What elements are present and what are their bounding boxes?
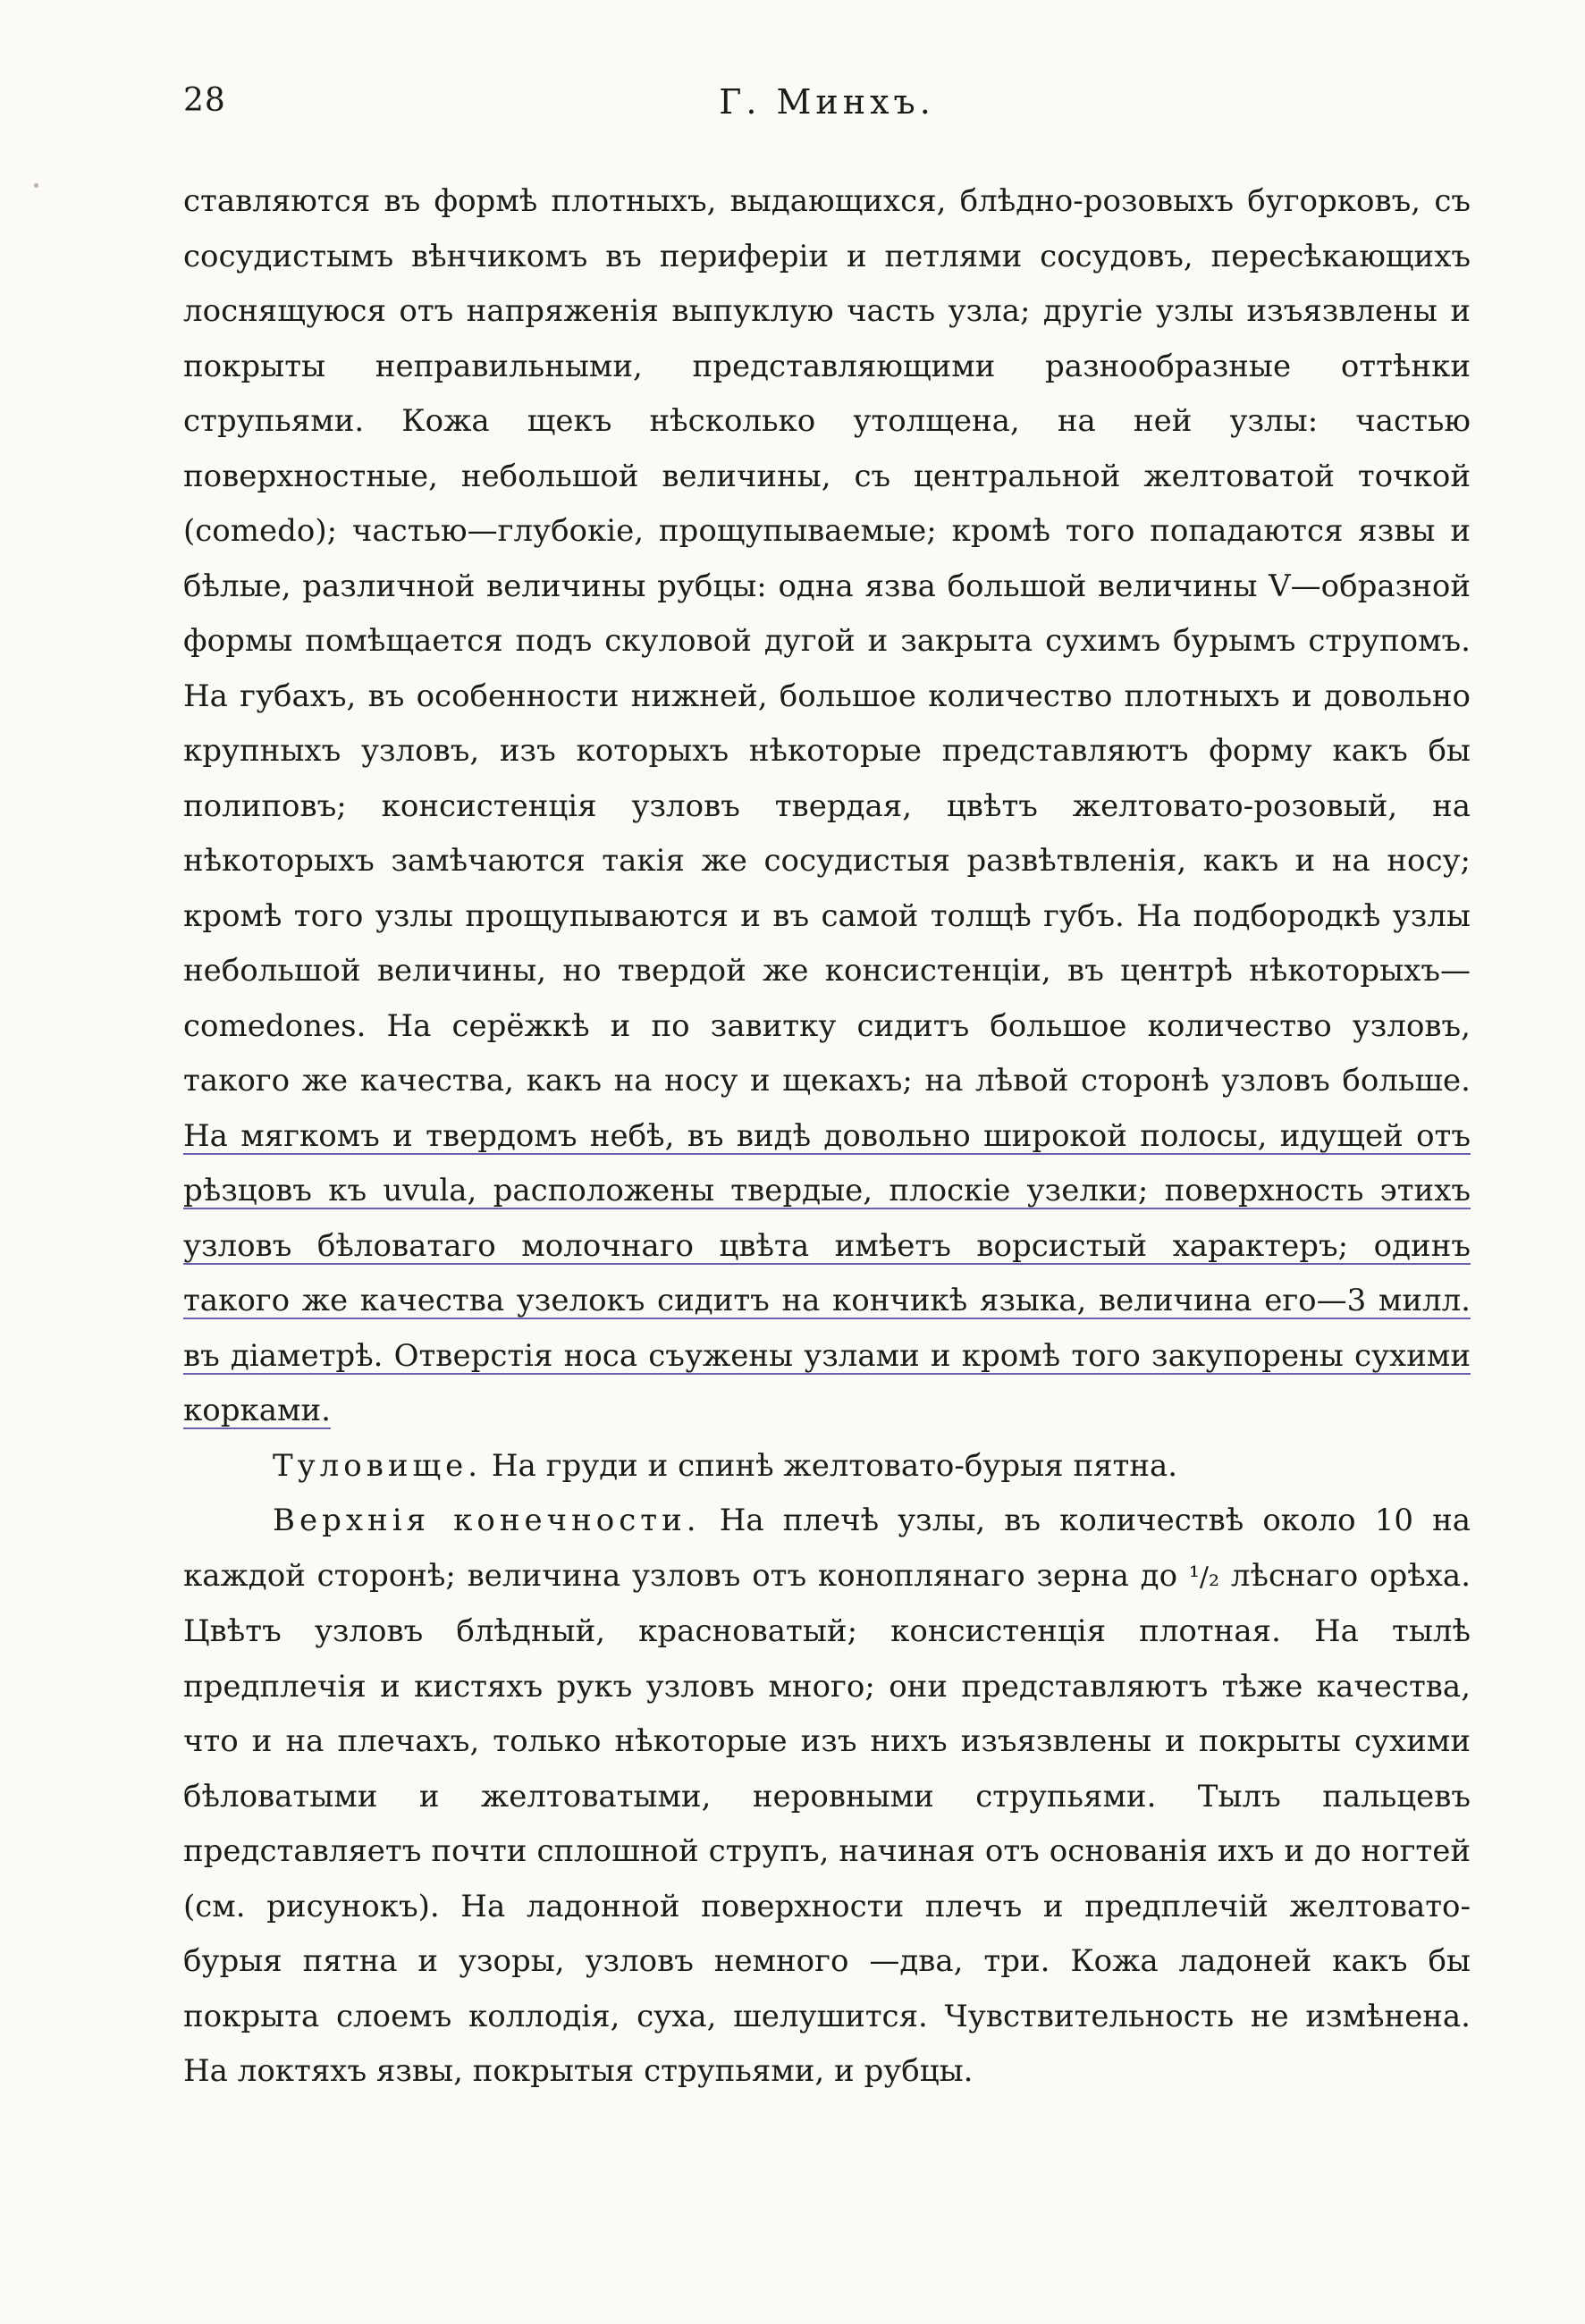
paragraph-text: На плечѣ узлы, въ количествѣ около 10 на каждой сторонѣ; величина узловъ отъ коноплянаго зерна до (183, 1503, 1471, 1594)
section-heading-upper-limbs: Верхнія конечности. (273, 1503, 701, 1538)
underlined-passage: На мягкомъ и твердомъ небѣ, въ видѣ довольно широкой полосы, идущей отъ рѣзцовъ къ uvula, расположены твердые, плоскіе узелки; поверхность этихъ узловъ бѣловатаго молочнаго цвѣта имѣетъ ворсистый характеръ; одинъ такого же качества узелокъ сидитъ на кончикѣ языка, величина его—3 милл. въ діаметрѣ. Отверстія носа съужены узлами и кромѣ того закупорены сухими корками. (183, 1117, 1471, 1428)
paragraph-text: На груди и спинѣ желтовато-бурыя пятна. (491, 1447, 1178, 1484)
running-head: Г. Минхъ. (719, 82, 935, 122)
page-number: 28 (183, 82, 226, 119)
paragraph-text: лѣснаго орѣха. Цвѣтъ узловъ блѣдный, красноватый; консистенція плотная. На тылѣ предплечія и кистяхъ рукъ узловъ много; они представляютъ тѣже качества, что и на плечахъ, только нѣкоторые изъ нихъ изъязвлены и покрыты сухими бѣловатыми и желтоватыми, неровными струпьями. Тылъ пальцевъ представляетъ почти сплошной струпъ, начиная отъ основанія ихъ и до ногтей (см. рисунокъ). На ладонной поверхности плечъ и предплечій желтовато-бурыя пятна и узоры, узловъ немного —два, три. Кожа ладоней какъ бы покрыта слоемъ коллодія, суха, шелушится. Чувствительность не измѣнена. На локтяхъ язвы, покрытыя струпьями, и рубцы. (183, 1557, 1471, 2089)
page-header (183, 82, 1471, 136)
fraction: ¹/₂ (1188, 1561, 1220, 1593)
section-heading-trunk: Туловище. (273, 1447, 483, 1484)
paragraph-upper-limbs (183, 1494, 1471, 2100)
paragraph-text: ставляются въ формѣ плотныхъ, выдающихся, блѣдно-розовыхъ бугорковъ, съ сосудистымъ вѣнчикомъ въ периферіи и петлями сосудовъ, пересѣкающихъ лоснящуюся отъ напряженія выпуклую часть узла; другіе узлы изъязвлены и покрыты неправильными, представляющими разнообразные оттѣнки струпьями. Кожа щекъ нѣсколько утолщена, на ней узлы: частью поверхностные, небольшой величины, съ центральной желтоватой точкой (comedo); частью—глубокіе, прощупываемые; кромѣ того попадаются язвы и бѣлые, различной величины рубцы: одна язва большой величины V—образной формы помѣщается подъ скуловой дугой и закрыта сухимъ бурымъ струпомъ. На губахъ, въ особенности нижней, большое количество плотныхъ и довольно крупныхъ узловъ, изъ которыхъ нѣкоторые представляютъ форму какъ бы полиповъ; консистенція узловъ твердая, цвѣтъ желтовато-розовый, на нѣкоторыхъ замѣчаются такія же сосудистыя развѣтвленія, какъ и на носу; кромѣ того узлы прощупываются и въ самой толщѣ губъ. На подбородкѣ узлы небольшой величины, но твердой же консистенціи, въ центрѣ нѣкоторыхъ—comedones. На серёжкѣ и по завитку сидитъ большое количество узловъ, такого же качества, какъ на носу и щекахъ; на лѣвой сторонѣ узловъ больше. (183, 183, 1471, 1099)
body-text (183, 174, 1471, 2100)
paragraph-trunk (183, 1439, 1471, 1495)
paper-speck (34, 183, 38, 188)
paragraph-head-findings (183, 174, 1471, 1439)
